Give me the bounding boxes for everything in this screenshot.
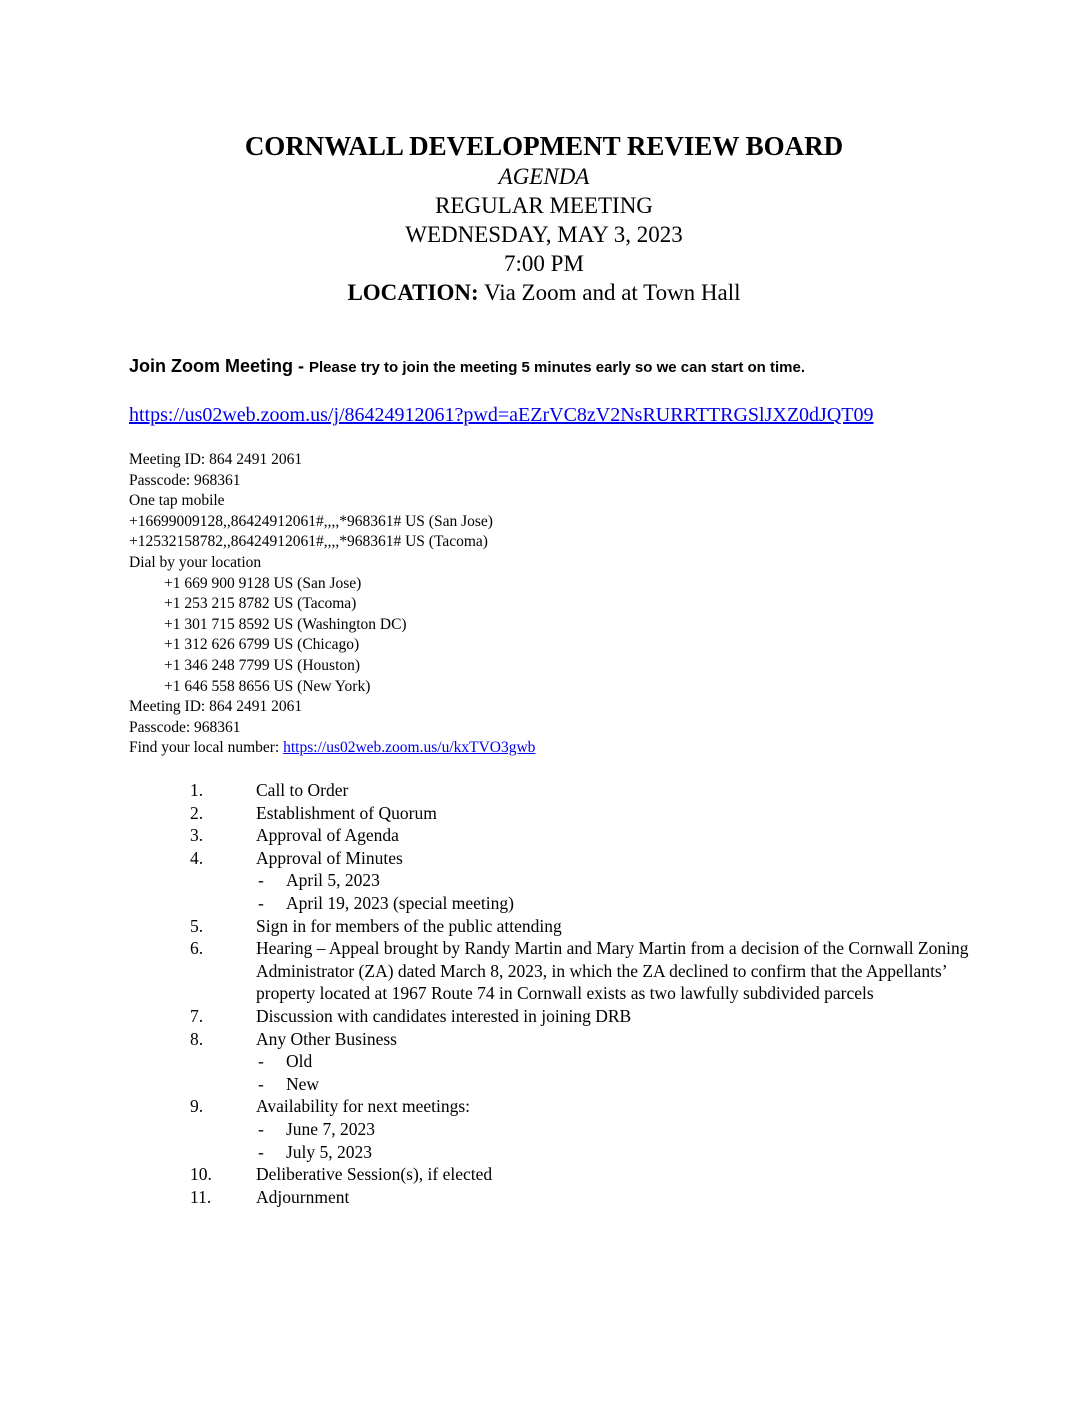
agenda-item-text: Deliberative Session(s), if elected bbox=[256, 1164, 493, 1185]
agenda-sub-item bbox=[256, 1141, 980, 1164]
sub-item-dash: - bbox=[258, 1141, 264, 1162]
agenda-item bbox=[190, 915, 980, 938]
agenda-item-number: 7. bbox=[190, 1005, 204, 1026]
agenda-item-number: 2. bbox=[190, 802, 204, 823]
board-title: CORNWALL DEVELOPMENT REVIEW BOARD bbox=[244, 131, 844, 161]
sub-item-dash: - bbox=[258, 1118, 264, 1139]
sub-item-text: April 19, 2023 (special meeting) bbox=[286, 892, 514, 913]
agenda-item-number: 1. bbox=[190, 780, 204, 800]
join-zoom-note: Please try to join the meeting 5 minutes early so we can start on time. bbox=[309, 359, 805, 376]
agenda-sub-list bbox=[256, 1118, 980, 1163]
agenda-item bbox=[190, 1186, 980, 1209]
local-number-label: Find your local number: bbox=[129, 739, 284, 757]
join-zoom-heading bbox=[129, 356, 805, 377]
dial-info bbox=[129, 450, 535, 759]
agenda-item-number: 8. bbox=[190, 1028, 204, 1049]
agenda-item bbox=[190, 802, 980, 825]
sub-item-dash: - bbox=[258, 1073, 264, 1094]
agenda-sub-item bbox=[256, 1118, 980, 1141]
info-line: One tap mobile bbox=[129, 492, 225, 510]
dial-location: +1 253 215 8782 US (Tacoma) bbox=[164, 595, 357, 613]
agenda-item-text: Hearing – Appeal brought by Randy Martin and Mary Martin from a decision of the Cornwall Zoning Administrator (ZA) dated March 8, 2023, in which the ZA declined to confirm that the Appellants’ property located at 1967 Route 74 in Cornwall exists as two lawfully subdivided parcels bbox=[256, 938, 969, 1004]
meeting-date: WEDNESDAY, MAY 3, 2023 bbox=[405, 222, 683, 247]
agenda-item bbox=[190, 1163, 980, 1186]
agenda-item-text: Approval of Agenda bbox=[256, 825, 399, 846]
agenda-item-number: 9. bbox=[190, 1096, 204, 1117]
agenda-item-text: Discussion with candidates interested in joining DRB bbox=[256, 1005, 632, 1026]
info-line: +12532158782,,86424912061#,,,,*968361# US (Tacoma) bbox=[129, 533, 488, 551]
agenda-item-text: Any Other Business bbox=[256, 1028, 397, 1049]
meeting-id: Meeting ID: 864 2491 2061 bbox=[129, 698, 303, 716]
info-line: +16699009128,,86424912061#,,,,*968361# US (San Jose) bbox=[129, 512, 493, 530]
agenda-sub-list bbox=[256, 1050, 980, 1095]
sub-item-dash: - bbox=[258, 870, 264, 891]
agenda-sub-item bbox=[256, 1050, 980, 1073]
sub-item-text: April 5, 2023 bbox=[286, 870, 380, 891]
info-line: Meeting ID: 864 2491 2061 bbox=[129, 451, 303, 468]
agenda-item-text: Sign in for members of the public attending bbox=[256, 915, 562, 936]
location-label: LOCATION: bbox=[347, 280, 479, 305]
info-line: Dial by your location bbox=[129, 553, 262, 571]
passcode: Passcode: 968361 bbox=[129, 718, 241, 736]
sub-item-text: Old bbox=[286, 1051, 313, 1072]
dial-location: +1 669 900 9128 US (San Jose) bbox=[164, 574, 362, 592]
agenda-item bbox=[190, 847, 980, 870]
agenda-item-text: Call to Order bbox=[256, 780, 349, 800]
agenda-item-number: 6. bbox=[190, 938, 204, 959]
agenda-item bbox=[190, 937, 980, 1005]
info-line: Passcode: 968361 bbox=[129, 471, 241, 489]
location-value: Via Zoom and at Town Hall bbox=[478, 280, 741, 305]
agenda-item-text: Availability for next meetings: bbox=[256, 1096, 470, 1117]
local-number-link[interactable]: https://us02web.zoom.us/u/kxTVO3gwb bbox=[283, 739, 536, 757]
agenda-sub-item bbox=[256, 892, 980, 915]
sub-item-text: June 7, 2023 bbox=[286, 1118, 375, 1139]
agenda-list bbox=[190, 779, 980, 1208]
agenda-sub-item bbox=[256, 1073, 980, 1096]
agenda-item-number: 10. bbox=[190, 1164, 212, 1185]
agenda-item-number: 5. bbox=[190, 915, 204, 936]
zoom-meeting-link[interactable]: https://us02web.zoom.us/j/86424912061?pwd=aEZrVC8zV2NsRURRTTRGSlJXZ0dJQT09 bbox=[129, 404, 874, 426]
sub-item-dash: - bbox=[258, 892, 264, 913]
dial-location: +1 346 248 7799 US (Houston) bbox=[164, 656, 361, 674]
sub-item-text: New bbox=[286, 1073, 320, 1094]
agenda-item-number: 3. bbox=[190, 825, 204, 846]
meeting-type: REGULAR MEETING bbox=[435, 193, 653, 218]
agenda-sub-item bbox=[256, 869, 980, 892]
sub-item-dash: - bbox=[258, 1051, 264, 1072]
join-zoom-label: Join Zoom Meeting - bbox=[129, 356, 309, 376]
dial-location: +1 646 558 8656 US (New York) bbox=[164, 677, 371, 695]
agenda-sub-list bbox=[256, 869, 980, 914]
agenda-item-number: 4. bbox=[190, 847, 204, 868]
meeting-location bbox=[0, 278, 1088, 307]
agenda-item bbox=[190, 1028, 980, 1051]
dial-location: +1 301 715 8592 US (Washington DC) bbox=[164, 615, 407, 633]
dial-location: +1 312 626 6799 US (Chicago) bbox=[164, 636, 360, 654]
sub-item-text: July 5, 2023 bbox=[286, 1141, 373, 1162]
agenda-item bbox=[190, 779, 980, 802]
agenda-item-text: Approval of Minutes bbox=[256, 847, 403, 868]
meeting-time: 7:00 PM bbox=[504, 251, 584, 276]
agenda-item bbox=[190, 1095, 980, 1118]
agenda-item bbox=[190, 1005, 980, 1028]
agenda-item-text: Establishment of Quorum bbox=[256, 802, 437, 823]
agenda-item-text: Adjournment bbox=[256, 1186, 350, 1207]
agenda-item bbox=[190, 824, 980, 847]
agenda-label: AGENDA bbox=[498, 164, 590, 189]
local-number-line bbox=[129, 738, 535, 759]
agenda-item-number: 11. bbox=[190, 1186, 212, 1207]
